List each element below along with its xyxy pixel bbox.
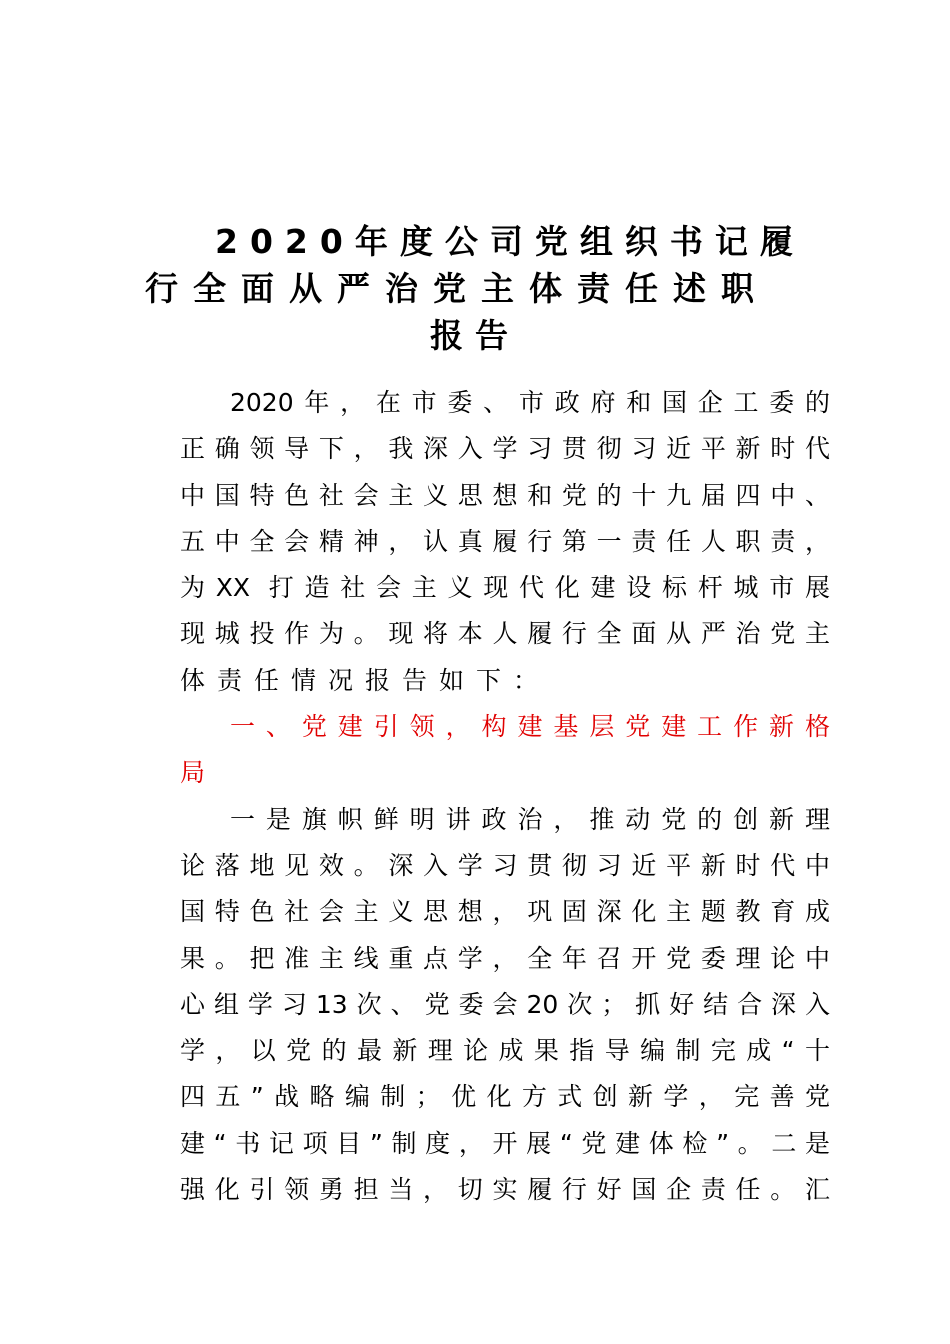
title-line-3: 报告 xyxy=(430,316,520,355)
section-heading-1-line: 一、党建引领，构建基层党建工作新格 xyxy=(230,712,830,742)
paragraph-2-line: 心组学习13次、党委会20次；抓好结合深入 xyxy=(180,989,830,1019)
paragraph-2-line: 果。把准主线重点学，全年召开党委理论中 xyxy=(180,943,830,973)
paragraph-1-line: 2020年，在市委、市政府和国企工委的 xyxy=(230,388,830,417)
paragraph-2-line: 一是旗帜鲜明讲政治，推动党的创新理 xyxy=(230,804,830,834)
document-title xyxy=(120,218,830,359)
paragraph-1-line: 体责任情况报告如下： xyxy=(180,665,551,695)
paragraph-2-line: 学，以党的最新理论成果指导编制完成“十 xyxy=(180,1036,830,1066)
document-body xyxy=(180,380,830,1213)
paragraph-1-line: 正确领导下，我深入学习贯彻习近平新时代 xyxy=(180,434,830,464)
paragraph-2-line: 论落地见效。深入学习贯彻习近平新时代中 xyxy=(180,850,830,880)
title-line-2: 行全面从严治党主体责任述职 xyxy=(145,269,769,308)
paragraph-2-line: 四五”战略编制；优化方式创新学，完善党 xyxy=(180,1082,830,1112)
paragraph-1-line: 五中全会精神，认真履行第一责任人职责， xyxy=(180,526,830,556)
paragraph-1-line: 中国特色社会主义思想和党的十九届四中、 xyxy=(180,480,830,510)
paragraph-2-line: 国特色社会主义思想，巩固深化主题教育成 xyxy=(180,897,830,927)
title-line-1: 2020年度公司党组织书记履 xyxy=(215,222,805,261)
paragraph-1-line: 现城投作为。现将本人履行全面从严治党主 xyxy=(180,619,830,649)
section-heading-1-line: 局 xyxy=(180,758,218,788)
paragraph-2-line: 建“书记项目”制度，开展“党建体检”。二是 xyxy=(180,1128,830,1158)
paragraph-1-line: 为XX 打造社会主义现代化建设标杆城市展 xyxy=(180,573,830,603)
paragraph-2-line: 强化引领勇担当，切实履行好国企责任。汇 xyxy=(180,1175,830,1205)
